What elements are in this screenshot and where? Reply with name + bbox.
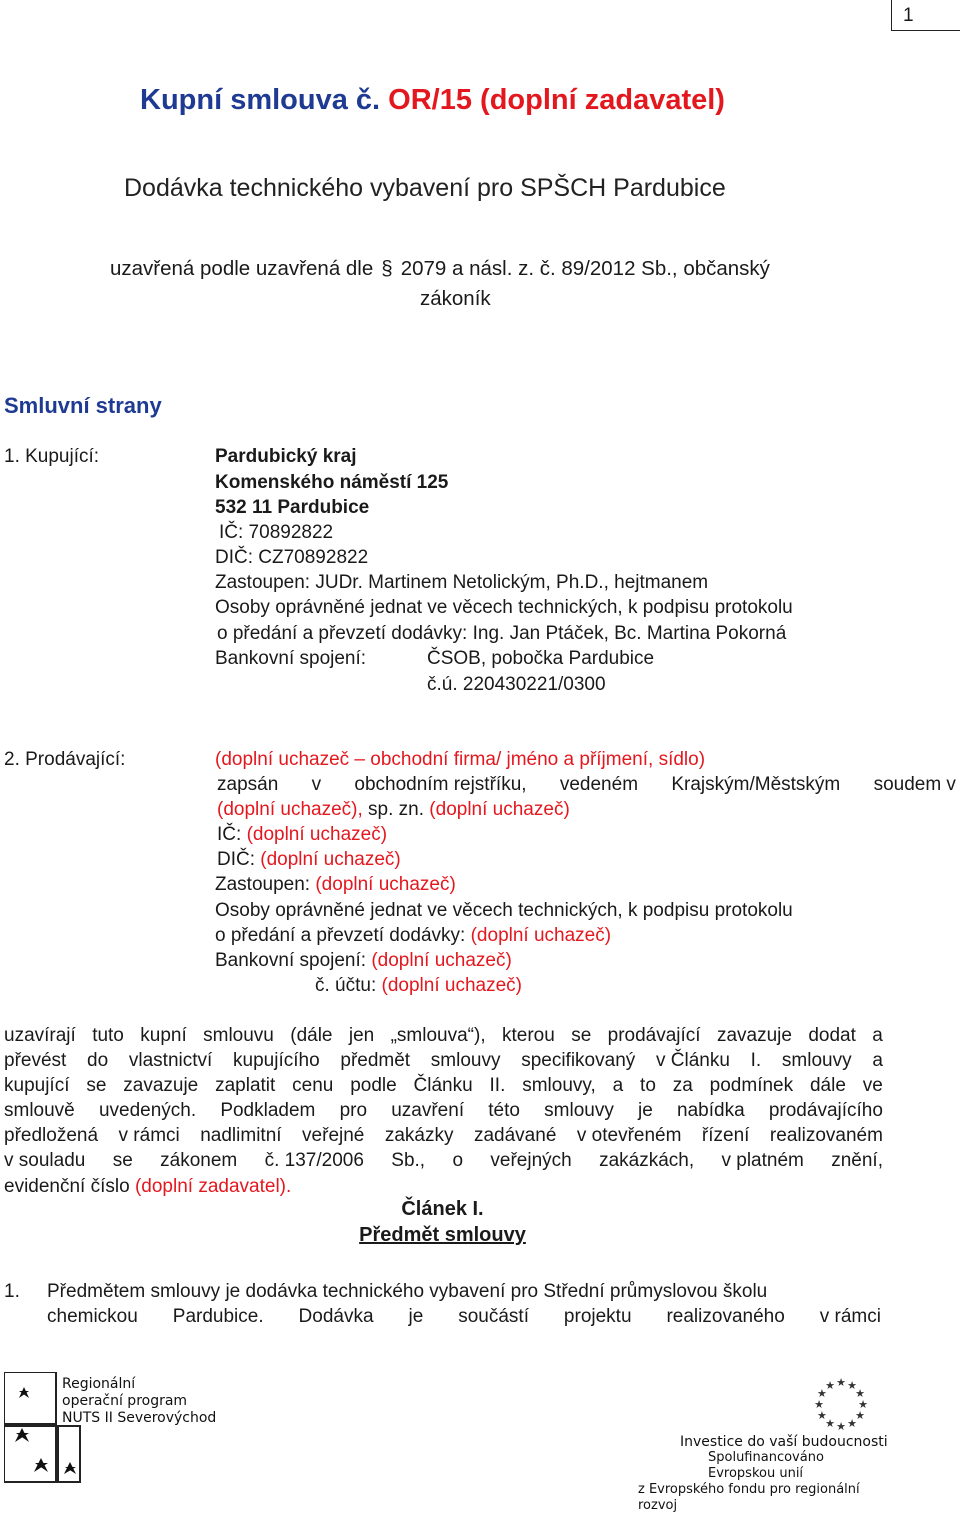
paragraph-line bbox=[4, 1150, 883, 1172]
seller-representative bbox=[215, 874, 456, 896]
word: ve bbox=[862, 1075, 883, 1096]
word: tuto bbox=[92, 1025, 124, 1046]
word: cenu bbox=[292, 1075, 334, 1096]
paragraph-line bbox=[4, 1125, 883, 1147]
page-number: 1 bbox=[903, 5, 914, 26]
word: Pardubice. bbox=[172, 1306, 264, 1327]
word: smlouvy, bbox=[522, 1075, 596, 1096]
eu-star-icon: ★ bbox=[855, 1388, 866, 1400]
evidence-number-fill: (doplní zadavatel). bbox=[134, 1176, 292, 1197]
eu-line-1: Investice do vaší budoucnosti bbox=[680, 1434, 888, 1450]
evidence-number-label: evidenční číslo bbox=[4, 1176, 130, 1197]
word: je bbox=[638, 1100, 653, 1121]
eu-star-icon: ★ bbox=[814, 1399, 824, 1411]
buyer-label: 1. Kupující: bbox=[4, 446, 100, 467]
word: v platném bbox=[721, 1150, 804, 1171]
eu-star-icon: ★ bbox=[816, 1410, 827, 1422]
paragraph-line bbox=[4, 1025, 883, 1047]
word: nabídka bbox=[677, 1100, 745, 1121]
word: v bbox=[311, 774, 322, 795]
document-title bbox=[140, 84, 725, 117]
section-sign: § bbox=[381, 257, 393, 280]
word: smlouvu bbox=[203, 1025, 274, 1046]
eu-star-icon: ★ bbox=[836, 1421, 846, 1433]
seller-dic-fill: (doplní uchazeč) bbox=[260, 849, 401, 870]
word: v otevřeném bbox=[576, 1125, 682, 1146]
word: I. bbox=[750, 1050, 762, 1071]
paragraph-line bbox=[4, 1075, 883, 1097]
article-subtitle: Předmět smlouvy bbox=[359, 1224, 526, 1246]
buyer-bank-label: Bankovní spojení: bbox=[215, 648, 367, 669]
word: podle bbox=[350, 1075, 397, 1096]
buyer-city: 532 11 Pardubice bbox=[215, 497, 370, 518]
word: specifikovaný bbox=[521, 1050, 636, 1071]
word: veřejných bbox=[490, 1150, 572, 1171]
buyer-authorized-1: Osoby oprávněné jednat ve věcech technických, k podpisu protokolu bbox=[215, 597, 793, 618]
word: č. 137/2006 bbox=[264, 1150, 364, 1171]
paragraph-last-line bbox=[4, 1176, 291, 1198]
eu-star-icon: ★ bbox=[847, 1379, 857, 1392]
word: smlouvy bbox=[430, 1050, 501, 1071]
word: Článku bbox=[413, 1075, 473, 1096]
word: se bbox=[571, 1025, 592, 1046]
rop-line-1: Regionální bbox=[62, 1376, 136, 1392]
seller-registry-line bbox=[217, 774, 956, 796]
seller-file-label: sp. zn. bbox=[368, 799, 425, 820]
word: jen bbox=[348, 1025, 375, 1046]
word: nadlimitní bbox=[200, 1125, 282, 1146]
seller-ico-fill: (doplní uchazeč) bbox=[246, 824, 388, 845]
parties-heading: Smluvní strany bbox=[4, 393, 162, 418]
law-prefix: uzavřená podle uzavřená dle bbox=[110, 257, 374, 280]
seller-auth-label: o předání a převzetí dodávky: bbox=[215, 925, 466, 946]
word: této bbox=[488, 1100, 520, 1121]
word: chemickou bbox=[47, 1306, 138, 1327]
title-placeholder: OR/15 (doplní zadavatel) bbox=[388, 84, 725, 116]
word: a bbox=[872, 1050, 883, 1071]
word: v Článku bbox=[655, 1050, 730, 1071]
eu-star-icon: ★ bbox=[855, 1410, 866, 1422]
rop-nuts-logo bbox=[4, 1372, 234, 1484]
buyer-street: Komenského náměstí 125 bbox=[215, 472, 449, 493]
word: Dodávka bbox=[298, 1306, 374, 1327]
word: se bbox=[112, 1150, 133, 1171]
word: a bbox=[872, 1025, 883, 1046]
seller-bank-fill: (doplní uchazeč) bbox=[371, 950, 512, 971]
word: o bbox=[452, 1150, 464, 1171]
seller-acct-fill: (doplní uchazeč) bbox=[381, 975, 522, 996]
seller-registry-line2 bbox=[217, 799, 570, 821]
word: znění, bbox=[831, 1150, 883, 1171]
word: zapsán bbox=[217, 774, 279, 795]
word: uvedených. bbox=[98, 1100, 197, 1121]
word: Krajským/Městským bbox=[671, 774, 841, 795]
word: v rámci bbox=[118, 1125, 180, 1146]
word: smlouvě bbox=[4, 1100, 75, 1121]
title-main: Kupní smlouva č. bbox=[140, 84, 381, 116]
word: kupní bbox=[140, 1025, 187, 1046]
buyer-authorized-2: o předání a převzetí dodávky: Ing. Jan Ptáček, Bc. Martina Pokorná bbox=[217, 623, 787, 644]
seller-ico bbox=[217, 824, 387, 846]
law-reference bbox=[110, 257, 770, 281]
rop-line-2: operační program bbox=[62, 1393, 188, 1409]
word: a bbox=[612, 1075, 624, 1096]
word: vedeném bbox=[559, 774, 639, 795]
word: soudem v bbox=[873, 774, 956, 795]
word: dodat bbox=[808, 1025, 856, 1046]
seller-authorized-2 bbox=[215, 925, 611, 947]
buyer-account: č.ú. 220430221/0300 bbox=[427, 674, 606, 695]
document-subtitle: Dodávka technického vybavení pro SPŠCH Pardubice bbox=[124, 174, 726, 202]
eu-line-3: z Evropského fondu pro regionální rozvoj bbox=[638, 1482, 860, 1513]
seller-dic bbox=[217, 849, 401, 871]
word: za bbox=[672, 1075, 693, 1096]
star-icon bbox=[15, 1428, 29, 1442]
word: (dále bbox=[290, 1025, 333, 1046]
word: předmět bbox=[340, 1050, 411, 1071]
eu-star-icon: ★ bbox=[825, 1418, 835, 1431]
word: veřejné bbox=[302, 1125, 365, 1146]
seller-bank bbox=[215, 950, 512, 972]
word: kupujícího bbox=[233, 1050, 320, 1071]
eu-star-icon: ★ bbox=[816, 1388, 827, 1400]
word: pro bbox=[339, 1100, 368, 1121]
word: realizovaném bbox=[769, 1125, 883, 1146]
seller-rep-fill: (doplní uchazeč) bbox=[315, 874, 456, 895]
seller-authorized-1: Osoby oprávněné jednat ve věcech technických, k podpisu protokolu bbox=[215, 900, 793, 921]
word: smlouvy bbox=[781, 1050, 852, 1071]
page-number-box bbox=[891, 0, 960, 31]
word: Sb., bbox=[391, 1150, 426, 1171]
word: to bbox=[640, 1075, 656, 1096]
eu-star-icon: ★ bbox=[847, 1418, 857, 1431]
seller-auth-fill: (doplní uchazeč) bbox=[470, 925, 612, 946]
seller-account bbox=[315, 975, 522, 997]
buyer-ico: IČ: 70892822 bbox=[219, 522, 334, 543]
star-icon bbox=[64, 1462, 76, 1474]
seller-acct-label: č. účtu: bbox=[315, 975, 377, 996]
word: v souladu bbox=[4, 1150, 86, 1171]
word: realizovaného bbox=[666, 1306, 785, 1327]
rop-line-3: NUTS II Severovýchod bbox=[62, 1410, 217, 1426]
word: je bbox=[408, 1306, 424, 1327]
word: součástí bbox=[458, 1306, 529, 1327]
word: Podkladem bbox=[220, 1100, 316, 1121]
law-reference-line2: zákoník bbox=[420, 287, 491, 310]
item-number: 1. bbox=[4, 1281, 20, 1302]
seller-rep-label: Zastoupen: bbox=[215, 874, 311, 895]
eu-star-icon: ★ bbox=[858, 1399, 868, 1411]
word: vlastnictví bbox=[128, 1050, 213, 1071]
eu-line-2: Spolufinancováno Evropskou unií bbox=[708, 1450, 824, 1481]
seller-name: (doplní uchazeč – obchodní firma/ jméno a příjmení, sídlo) bbox=[215, 749, 706, 770]
word: zakázky bbox=[384, 1125, 454, 1146]
word: kterou bbox=[502, 1025, 555, 1046]
word: uzavření bbox=[391, 1100, 465, 1121]
paragraph-line bbox=[4, 1050, 883, 1072]
buyer-representative: Zastoupen: JUDr. Martinem Netolickým, Ph.D., hejtmanem bbox=[215, 572, 709, 593]
eu-logo bbox=[630, 1372, 888, 1513]
eu-star-icon: ★ bbox=[825, 1379, 835, 1392]
item-line-2 bbox=[47, 1306, 881, 1328]
word: II. bbox=[489, 1075, 506, 1096]
star-icon bbox=[34, 1458, 48, 1472]
word: prodávajícího bbox=[768, 1100, 883, 1121]
eu-star-icon: ★ bbox=[836, 1377, 846, 1389]
word: prodávající bbox=[607, 1025, 701, 1046]
word: převést bbox=[4, 1050, 67, 1071]
word: kupující bbox=[4, 1075, 70, 1096]
word: dále bbox=[809, 1075, 846, 1096]
seller-bank-label: Bankovní spojení: bbox=[215, 950, 367, 971]
item-line-1: Předmětem smlouvy je dodávka technického vybavení pro Střední průmyslovou školu bbox=[47, 1281, 768, 1302]
law-ref: 2079 a násl. z. č. 89/2012 Sb., občanský bbox=[400, 257, 770, 280]
paragraph-line bbox=[4, 1100, 883, 1122]
word: zavazuje bbox=[716, 1025, 792, 1046]
word: uzavírají bbox=[4, 1025, 76, 1046]
word: zadávané bbox=[473, 1125, 557, 1146]
word: zaplatit bbox=[215, 1075, 276, 1096]
word: předložená bbox=[4, 1125, 99, 1146]
seller-file-fill: (doplní uchazeč) bbox=[429, 799, 570, 820]
article-title: Článek I. bbox=[401, 1198, 484, 1220]
buyer-dic: DIČ: CZ70892822 bbox=[215, 547, 369, 568]
word: se bbox=[86, 1075, 107, 1096]
word: „smlouva“), bbox=[390, 1025, 486, 1046]
word: v rámci bbox=[819, 1306, 881, 1327]
seller-ico-label: IČ: bbox=[217, 824, 242, 845]
word: podmínek bbox=[709, 1075, 794, 1096]
word: zákonem bbox=[160, 1150, 238, 1171]
buyer-name: Pardubický kraj bbox=[215, 446, 357, 467]
word: do bbox=[87, 1050, 109, 1071]
seller-label: 2. Prodávající: bbox=[4, 749, 126, 770]
word: smlouvy bbox=[544, 1100, 614, 1121]
seller-dic-label: DIČ: bbox=[217, 849, 255, 870]
star-icon bbox=[19, 1387, 29, 1398]
word: zakázkách, bbox=[599, 1150, 695, 1171]
word: projektu bbox=[563, 1306, 632, 1327]
buyer-bank: ČSOB, pobočka Pardubice bbox=[427, 648, 655, 669]
seller-court-fill: (doplní uchazeč), bbox=[217, 799, 363, 820]
word: obchodním rejstříku, bbox=[354, 774, 527, 795]
word: zavazuje bbox=[123, 1075, 199, 1096]
word: řízení bbox=[701, 1125, 750, 1146]
